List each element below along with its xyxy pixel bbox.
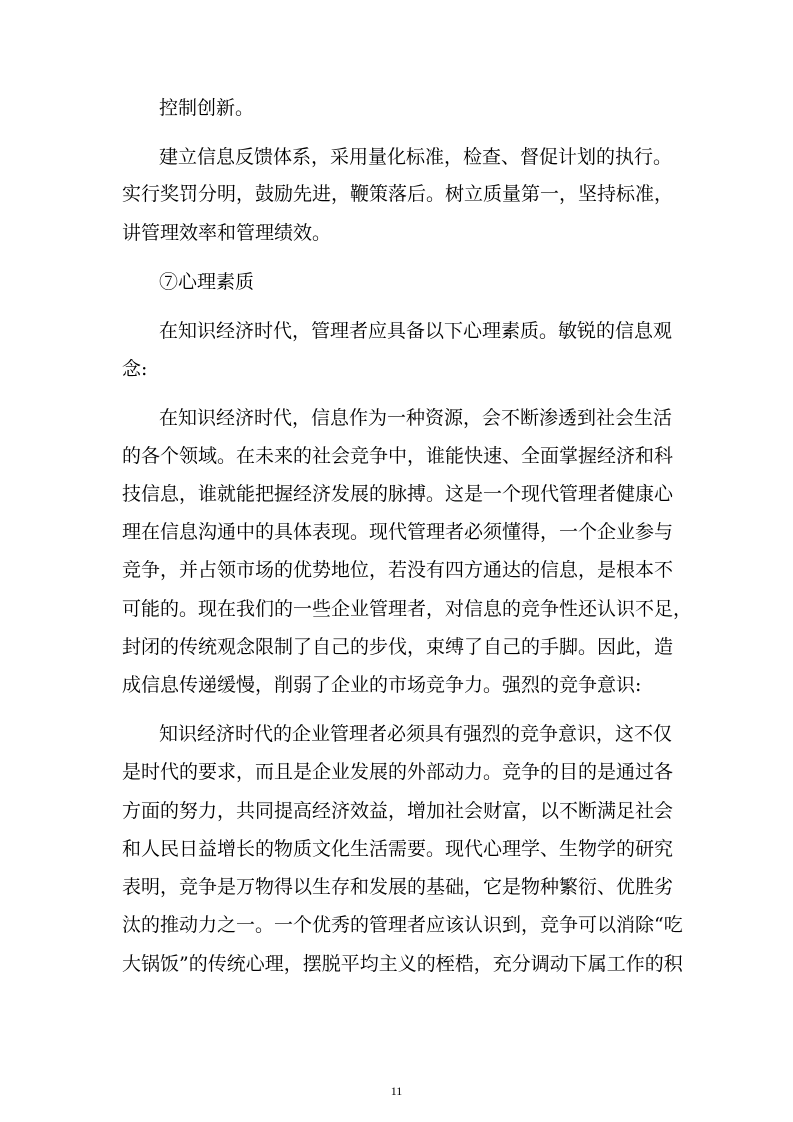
text-line: 技信息，谁就能把握经济发展的脉搏。这是一个现代管理者健康心 <box>122 483 674 505</box>
text-line: 念: <box>122 358 148 380</box>
text-line: 表明，竞争是万物得以生存和发展的基础，它是物种繁衍、优胜劣 <box>122 876 674 898</box>
text-line: 是时代的要求，而且是企业发展的外部动力。竞争的目的是通过各 <box>122 761 674 783</box>
text-line: 在知识经济时代，管理者应具备以下心理素质。敏锐的信息观 <box>159 320 673 342</box>
text-line: 可能的。现在我们的一些企业管理者，对信息的竞争性还认识不足， <box>122 598 693 620</box>
text-line: 封闭的传统观念限制了自己的步伐，束缚了自己的手脚。因此，造 <box>122 636 674 658</box>
text-line: 知识经济时代的企业管理者必须具有强烈的竞争意识，这不仅 <box>159 723 673 745</box>
section-heading: ⑦心理素质 <box>159 271 255 293</box>
page-number: 11 <box>390 1084 403 1098</box>
text-line: 建立信息反馈体系，采用量化标准，检查、督促计划的执行。 <box>159 146 673 168</box>
text-line: 和人民日益增长的物质文化生活需要。现代心理学、生物学的研究 <box>122 838 674 860</box>
text-line: 大锅饭”的传统心理，摆脱平均主义的桎梏，充分调动下属工作的积 <box>122 953 683 975</box>
text-line: 在知识经济时代，信息作为一种资源，会不断渗透到社会生活 <box>159 407 673 429</box>
text-line: 讲管理效率和管理绩效。 <box>122 222 332 244</box>
text-line: 理在信息沟通中的具体表现。现代管理者必须懂得，一个企业参与 <box>122 521 674 543</box>
text-line: 成信息传递缓慢，削弱了企业的市场竞争力。强烈的竞争意识: <box>122 674 642 696</box>
text-line: 汰的推动力之一。一个优秀的管理者应该认识到，竞争可以消除“吃 <box>122 914 683 936</box>
text-line: 实行奖罚分明，鼓励先进，鞭策落后。树立质量第一，坚持标准， <box>122 183 674 205</box>
text-line: 方面的努力，共同提高经济效益，增加社会财富，以不断满足社会 <box>122 800 674 822</box>
text-line: 控制创新。 <box>159 97 255 119</box>
text-line: 的各个领域。在未来的社会竞争中，谁能快速、全面掌握经济和科 <box>122 445 674 467</box>
text-line: 竞争，并占领市场的优势地位，若没有四方通达的信息，是根本不 <box>122 559 674 581</box>
